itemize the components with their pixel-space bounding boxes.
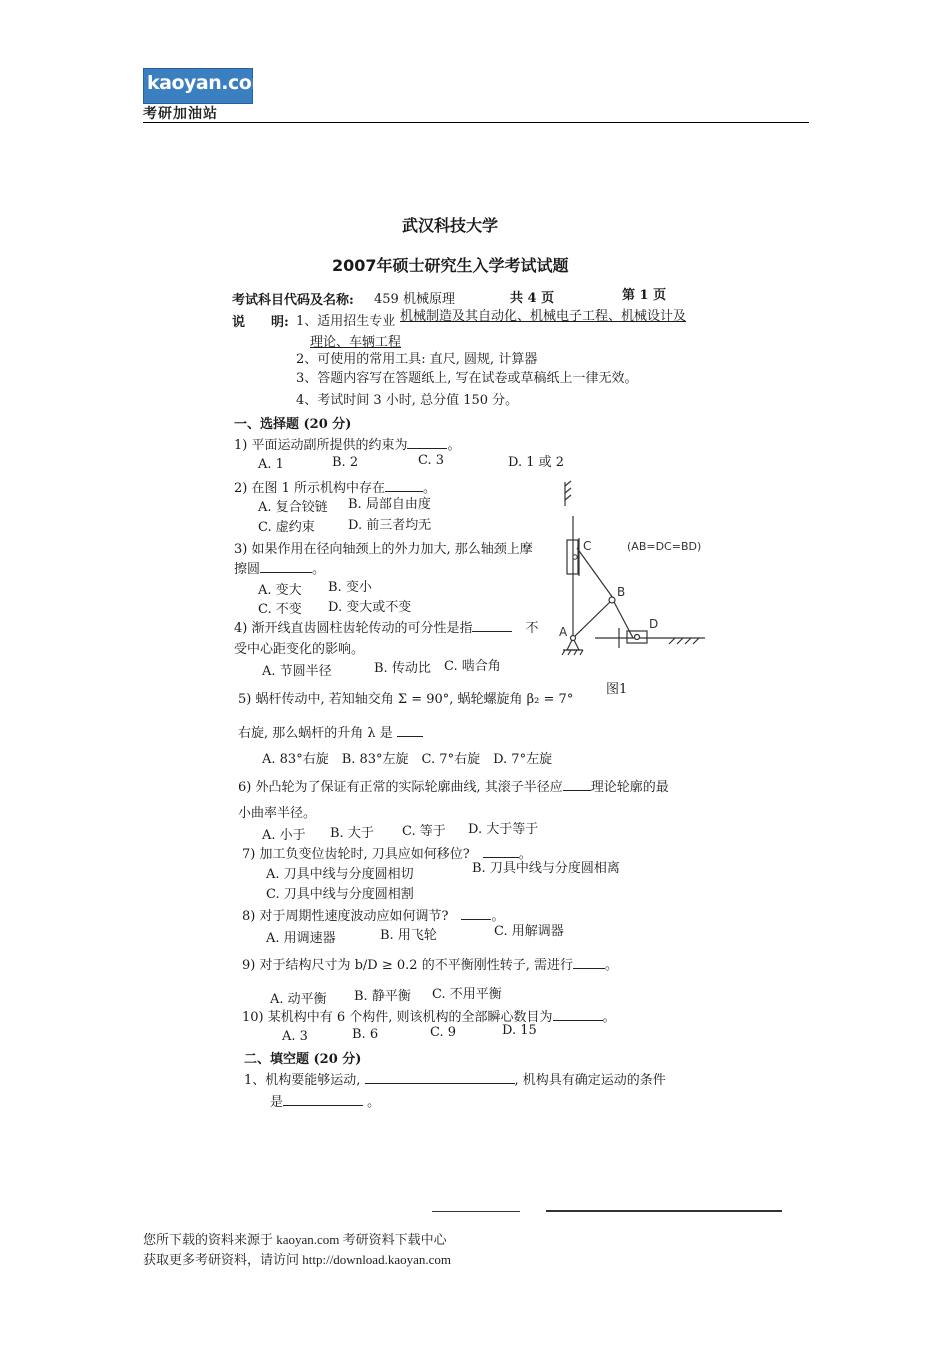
q5-options: A. 83°右旋 B. 83°左旋 C. 7°右旋 D. 7°左旋 — [262, 752, 553, 767]
label-c: C — [583, 539, 592, 553]
question-5-line-2: 右旋, 那么蜗杆的升角 λ 是 — [238, 722, 423, 741]
exam-title: 2007年硕士研究生入学考试试题 — [332, 256, 569, 275]
q6-option-d: D. 大于等于 — [468, 822, 539, 837]
q7-option-a: A. 刀具中线与分度圆相切 — [266, 867, 414, 882]
q3-option-d: D. 变大或不变 — [328, 600, 412, 615]
q10-option-b: B. 6 — [352, 1027, 379, 1042]
note-1-majors: 机械制造及其自动化、机械电子工程、机械设计及 — [400, 309, 687, 324]
logo-main: kaoyan.com — [147, 72, 271, 94]
q8-option-b: B. 用飞轮 — [380, 928, 437, 943]
question-10: 10) 某机构中有 6 个构件, 则该机构的全部瞬心数目为 。 — [242, 1010, 616, 1025]
label-b: B — [617, 585, 626, 599]
fill-question-1-line-2: 是 。 — [270, 1095, 381, 1110]
question-7: 7) 加工负变位齿轮时, 刀具应如何移位? 。 — [242, 847, 532, 862]
subject-value: 459 机械原理 — [374, 292, 455, 307]
q2-option-b: B. 局部自由度 — [348, 497, 431, 512]
pages-total: 共 4 页 — [510, 291, 555, 306]
q2-option-c: C. 虚约束 — [258, 520, 315, 535]
q2-option-d: D. 前三者均无 — [348, 518, 432, 533]
school-name: 武汉科技大学 — [402, 216, 499, 235]
q3-option-b: B. 变小 — [328, 580, 372, 595]
question-4-line-1: 4) 渐开线直齿圆柱齿轮传动的可分性是指 不 — [234, 621, 539, 636]
q4-option-a: A. 节圆半径 — [262, 664, 332, 679]
figure-1-mechanism — [555, 478, 720, 703]
q9-option-c: C. 不用平衡 — [432, 987, 502, 1002]
question-6-line-1: 6) 外凸轮为了保证有正常的实际轮廓曲线, 其滚子半径应 理论轮廓的最 — [238, 780, 669, 795]
q10-option-c: C. 9 — [430, 1025, 457, 1040]
question-3-line-2: 擦圆 。 — [234, 562, 326, 577]
section-1-title: 一、选择题 (20 分) — [234, 417, 352, 432]
link-bd — [613, 600, 633, 638]
header-rule — [143, 122, 809, 123]
logo-subtitle: 考研加油站 — [143, 106, 218, 122]
question-1: 1) 平面运动副所提供的约束为 。 — [234, 438, 461, 453]
q3-option-c: C. 不变 — [258, 602, 302, 617]
q1-option-a: A. 1 — [258, 457, 284, 472]
scan-line — [546, 1210, 782, 1212]
subject-label: 考试科目代码及名称: — [232, 293, 354, 308]
q10-option-d: D. 15 — [502, 1023, 537, 1038]
question-3-line-1: 3) 如果作用在径向轴颈上的外力加大, 那么轴颈上摩 — [234, 542, 533, 557]
note-2: 2、可使用的常用工具: 直尺, 圆规, 计算器 — [296, 352, 538, 367]
section-2-title: 二、填空题 (20 分) — [244, 1052, 362, 1067]
question-2: 2) 在图 1 所示机构中存在 。 — [234, 481, 437, 496]
q3-option-a: A. 变大 — [258, 583, 302, 598]
q8-option-c: C. 用解调器 — [494, 924, 564, 939]
joint-a — [571, 636, 576, 641]
q7-option-c: C. 刀具中线与分度圆相割 — [266, 887, 414, 902]
note-1-prefix: 1、适用招生专业 — [296, 314, 396, 329]
figure-1-caption: 图1 — [606, 682, 628, 697]
question-4-line-2: 受中心距变化的影响。 — [234, 642, 365, 657]
q8-option-a: A. 用调速器 — [266, 931, 336, 946]
label-d: D — [649, 617, 659, 631]
q4-option-c: C. 啮合角 — [444, 659, 501, 674]
page-number: 第 1 页 — [622, 288, 667, 303]
link-ab — [573, 600, 612, 638]
scan-line — [432, 1211, 520, 1212]
figure-note: (AB=DC=BD) — [627, 540, 702, 553]
q4-option-b: B. 传动比 — [374, 661, 431, 676]
q1-option-b: B. 2 — [332, 455, 359, 470]
question-5-line-1: 5) 蜗杆传动中, 若知轴交角 Σ = 90°, 蜗轮螺旋角 β₂ = 7° — [238, 692, 574, 707]
link-cb — [577, 548, 613, 598]
note-4: 4、考试时间 3 小时, 总分值 150 分。 — [296, 393, 519, 408]
q2-option-a: A. 复合铰链 — [258, 500, 328, 515]
q7-option-b: B. 刀具中线与分度圆相离 — [472, 861, 620, 876]
label-a: A — [559, 625, 568, 639]
note-1-continued: 理论、车辆工程 — [310, 335, 402, 350]
joint-b — [609, 597, 615, 603]
question-6-line-2: 小曲率半径。 — [238, 806, 317, 821]
q9-option-a: A. 动平衡 — [270, 992, 327, 1007]
q1-option-d: D. 1 或 2 — [508, 455, 565, 470]
q9-option-b: B. 静平衡 — [354, 989, 411, 1004]
q6-option-c: C. 等于 — [402, 824, 446, 839]
joint-c — [573, 555, 577, 559]
q6-option-a: A. 小于 — [262, 828, 306, 843]
footer-line-2: 获取更多考研资料，请访问 http://download.kaoyan.com — [143, 1252, 452, 1267]
question-8: 8) 对于周期性速度波动应如何调节? 。 — [242, 909, 505, 924]
note-3: 3、答题内容写在答题纸上, 写在试卷或草稿纸上一律无效。 — [296, 371, 638, 386]
q6-option-b: B. 大于 — [330, 826, 374, 841]
q10-option-a: A. 3 — [282, 1029, 308, 1044]
joint-d — [635, 635, 640, 640]
notes-label: 说 明: — [232, 315, 289, 330]
footer-line-1: 您所下载的资料来源于 kaoyan.com 考研资料下载中心 — [143, 1232, 447, 1247]
fill-question-1-line-1: 1、机构要能够运动, , 机构具有确定运动的条件 — [244, 1073, 666, 1088]
q1-option-c: C. 3 — [418, 453, 445, 468]
question-9: 9) 对于结构尺寸为 b/D ≥ 0.2 的不平衡刚性转子, 需进行 。 — [242, 958, 618, 973]
